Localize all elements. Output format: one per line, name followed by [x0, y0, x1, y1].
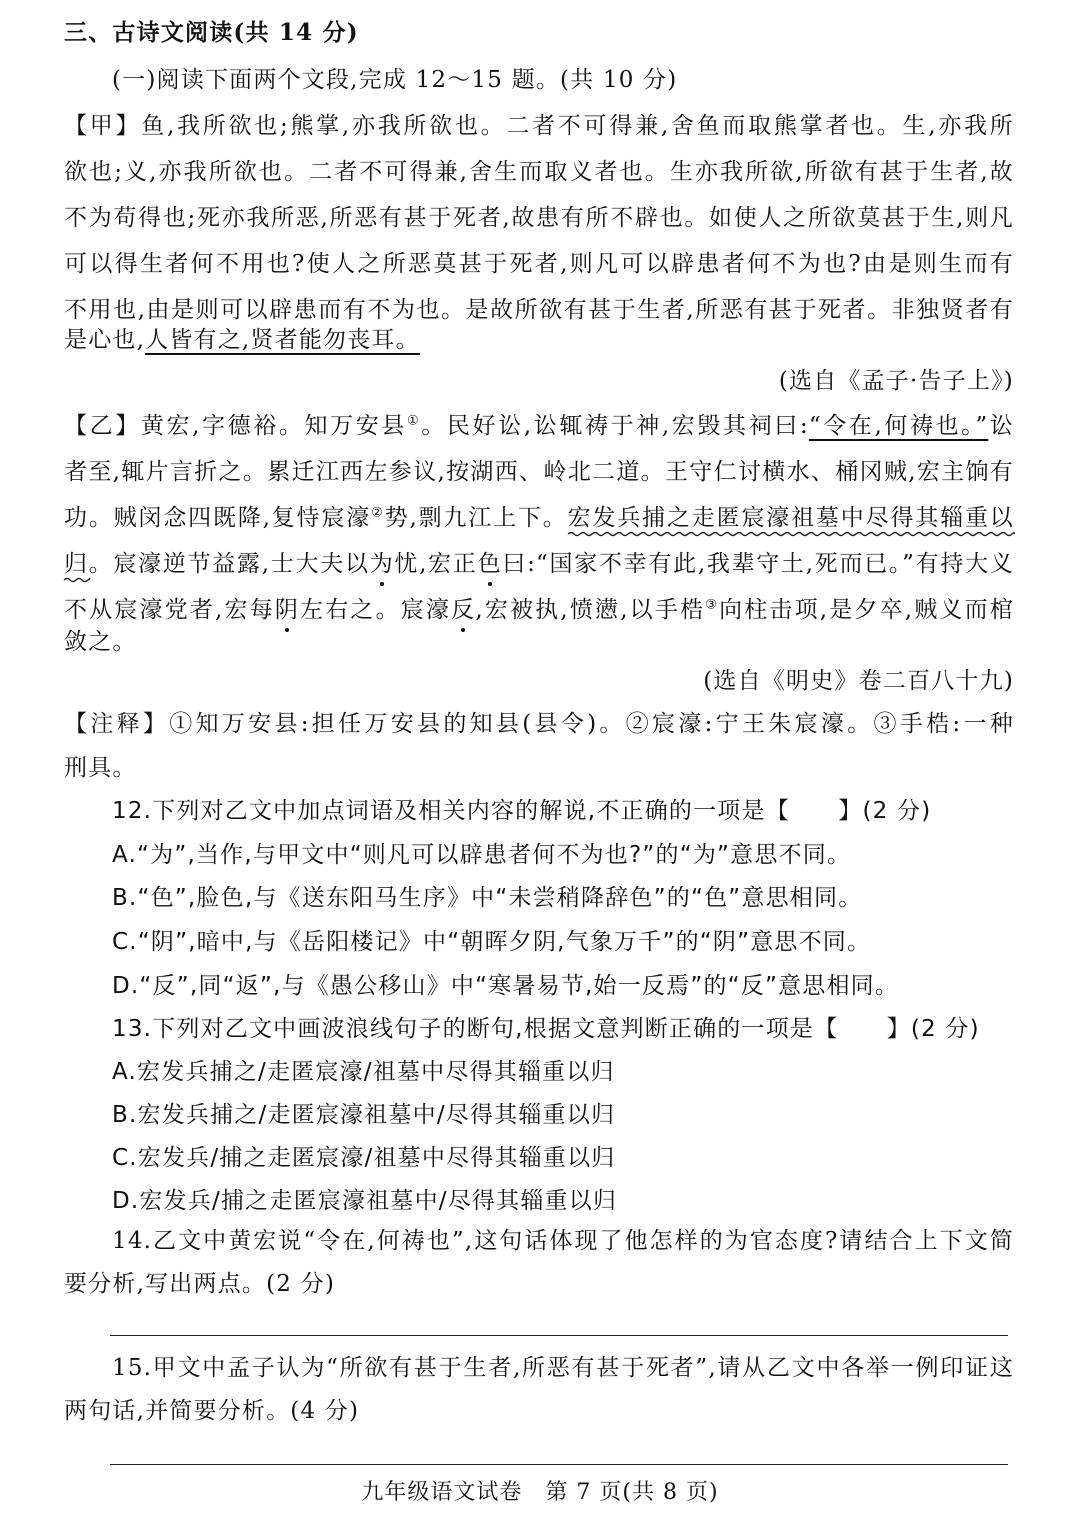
sub-heading: (一)阅读下面两个文段,完成 12～15 题。(共 10 分) [112, 67, 678, 93]
wavy-line-sentence: 宏发兵捕之走匿宸濠祖墓中尽得其辎重以 [567, 505, 1014, 531]
section-heading: 三、古诗文阅读(共 14 分) [64, 19, 359, 46]
passage-yi-text: 。宸濠逆节益露,士大夫以 [88, 551, 370, 577]
question-14-line: 14.乙文中黄宏说“令在,何祷也”,这句话体现了他怎样的为官态度?请结合上下文简 [112, 1228, 1014, 1254]
passage-jia-source: (选自《孟子·告子上》) [778, 368, 1014, 394]
passage-yi-text: 【乙】黄宏,字德裕。知万安县 [64, 413, 408, 439]
dotted-word: 反 [451, 594, 475, 626]
passage-yi-line [64, 410, 1014, 442]
passage-jia-line: 欲也;义,亦我所欲也。二者不可得兼,舍生而取义者也。生亦我所欲,所欲有甚于生者,故 [64, 159, 1014, 185]
question-12-option-b: B.“色”,脸色,与《送东阳马生序》中“未尝稍降辞色”的“色”意思相同。 [112, 885, 863, 911]
passage-jia-line: 不为苟得也;死亦我所恶,所恶有甚于死者,故患有所不辟也。如使人之所欲莫甚于生,则凡 [64, 205, 1014, 231]
question-13-option-a: A.宏发兵捕之/走匿宸濠/祖墓中尽得其辎重以归 [112, 1059, 615, 1085]
question-12-option-a: A.“为”,当作,与甲文中“则凡可以辟患者何不为也?”的“为”意思不同。 [112, 842, 852, 868]
passage-yi-text: 讼 [988, 413, 1014, 439]
passage-yi-text: 向柱击项,是夕卒,贼义而棺 [719, 597, 1014, 623]
footer-divider [110, 1464, 1008, 1465]
passage-yi-text: 左右之。宸濠 [299, 597, 452, 623]
footnote-marker: ① [407, 413, 422, 429]
page-footer: 九年级语文试卷 第 7 页(共 8 页) [361, 1480, 719, 1505]
passage-jia-line [64, 324, 1014, 356]
passage-jia-line: 不用也,由是则可以辟患而有不为也。是故所欲有甚于生者,所恶有甚于死者。非独贤者有 [64, 297, 1014, 323]
footnote-marker: ③ [705, 597, 720, 613]
passage-yi-line: 敛之。 [64, 629, 137, 655]
question-13-option-c: C.宏发兵/捕之走匿宸濠/祖墓中尽得其辎重以归 [112, 1145, 616, 1171]
passage-jia-text: 是心也, [64, 327, 146, 353]
wavy-line-sentence: 归 [64, 551, 89, 577]
passage-yi-text: 不从宸濠党者,宏每 [64, 597, 275, 623]
passage-yi-text: 。民好讼,讼辄祷于神,宏毁其祠曰: [421, 413, 809, 439]
notes-line: 【注释】①知万安县:担任万安县的知县(县令)。②宸濠:宁王朱宸濠。③手梏:一种 [64, 711, 1014, 737]
underlined-sentence: 人皆有之,贤者能勿丧耳。 [145, 327, 420, 353]
passage-yi-line [64, 548, 1014, 580]
passage-yi-line [64, 594, 1014, 626]
answer-line [110, 1335, 1008, 1336]
question-15-line: 两句话,并简要分析。(4 分) [64, 1398, 360, 1424]
notes-line: 刑具。 [64, 755, 137, 781]
question-12-option-c: C.“阴”,暗中,与《岳阳楼记》中“朝晖夕阴,气象万千”的“阴”意思不同。 [112, 929, 872, 955]
passage-yi-line: 者至,辄片言折之。累迁江西左参议,按湖西、岭北二道。王守仁讨横水、桶冈贼,宏主饷有 [64, 459, 1014, 485]
passage-jia-line: 可以得生者何不用也?使人之所恶莫甚于死者,则凡可以辟患者何不为也?由是则生而有 [64, 251, 1014, 277]
question-12-stem: 12.下列对乙文中加点词语及相关内容的解说,不正确的一项是【 】(2 分) [112, 798, 932, 824]
passage-yi-text: 势,剽九江上下。 [384, 505, 568, 531]
question-14-line: 要分析,写出两点。(2 分) [64, 1271, 336, 1297]
dotted-word: 为 [370, 548, 394, 580]
passage-yi-source: (选自《明史》卷二百八十九) [703, 668, 1014, 694]
underlined-quote: “令在,何祷也。” [808, 413, 989, 439]
passage-yi-line [64, 502, 1014, 534]
question-12-option-d: D.“反”,同“返”,与《愚公移山》中“寒暑易节,始一反焉”的“反”意思相同。 [112, 973, 900, 999]
passage-yi-text: 忧,宏正 [393, 551, 478, 577]
question-13-option-d: D.宏发兵/捕之走匿宸濠祖墓中/尽得其辎重以归 [112, 1188, 618, 1214]
footnote-marker: ② [371, 505, 385, 521]
passage-yi-text: ,宏被执,愤懑,以手梏 [475, 597, 706, 623]
passage-jia-line: 【甲】鱼,我所欲也;熊掌,亦我所欲也。二者不可得兼,舍鱼而取熊掌者也。生,亦我所 [64, 113, 1014, 139]
question-13-stem: 13.下列对乙文中画波浪线句子的断句,根据文意判断正确的一项是【 】(2 分) [112, 1016, 980, 1042]
question-15-line: 15.甲文中孟子认为“所欲有甚于生者,所恶有甚于死者”,请从乙文中各举一例印证这 [112, 1355, 1014, 1381]
dotted-word: 阴 [275, 594, 299, 626]
question-13-option-b: B.宏发兵捕之/走匿宸濠祖墓中/尽得其辎重以归 [112, 1102, 616, 1128]
passage-yi-text: 功。贼闵念四既降,复恃宸濠 [64, 505, 372, 531]
dotted-word: 色 [478, 548, 502, 580]
passage-yi-text: 曰:“国家不幸有此,我辈守土,死而已。”有持大义 [501, 551, 1014, 577]
